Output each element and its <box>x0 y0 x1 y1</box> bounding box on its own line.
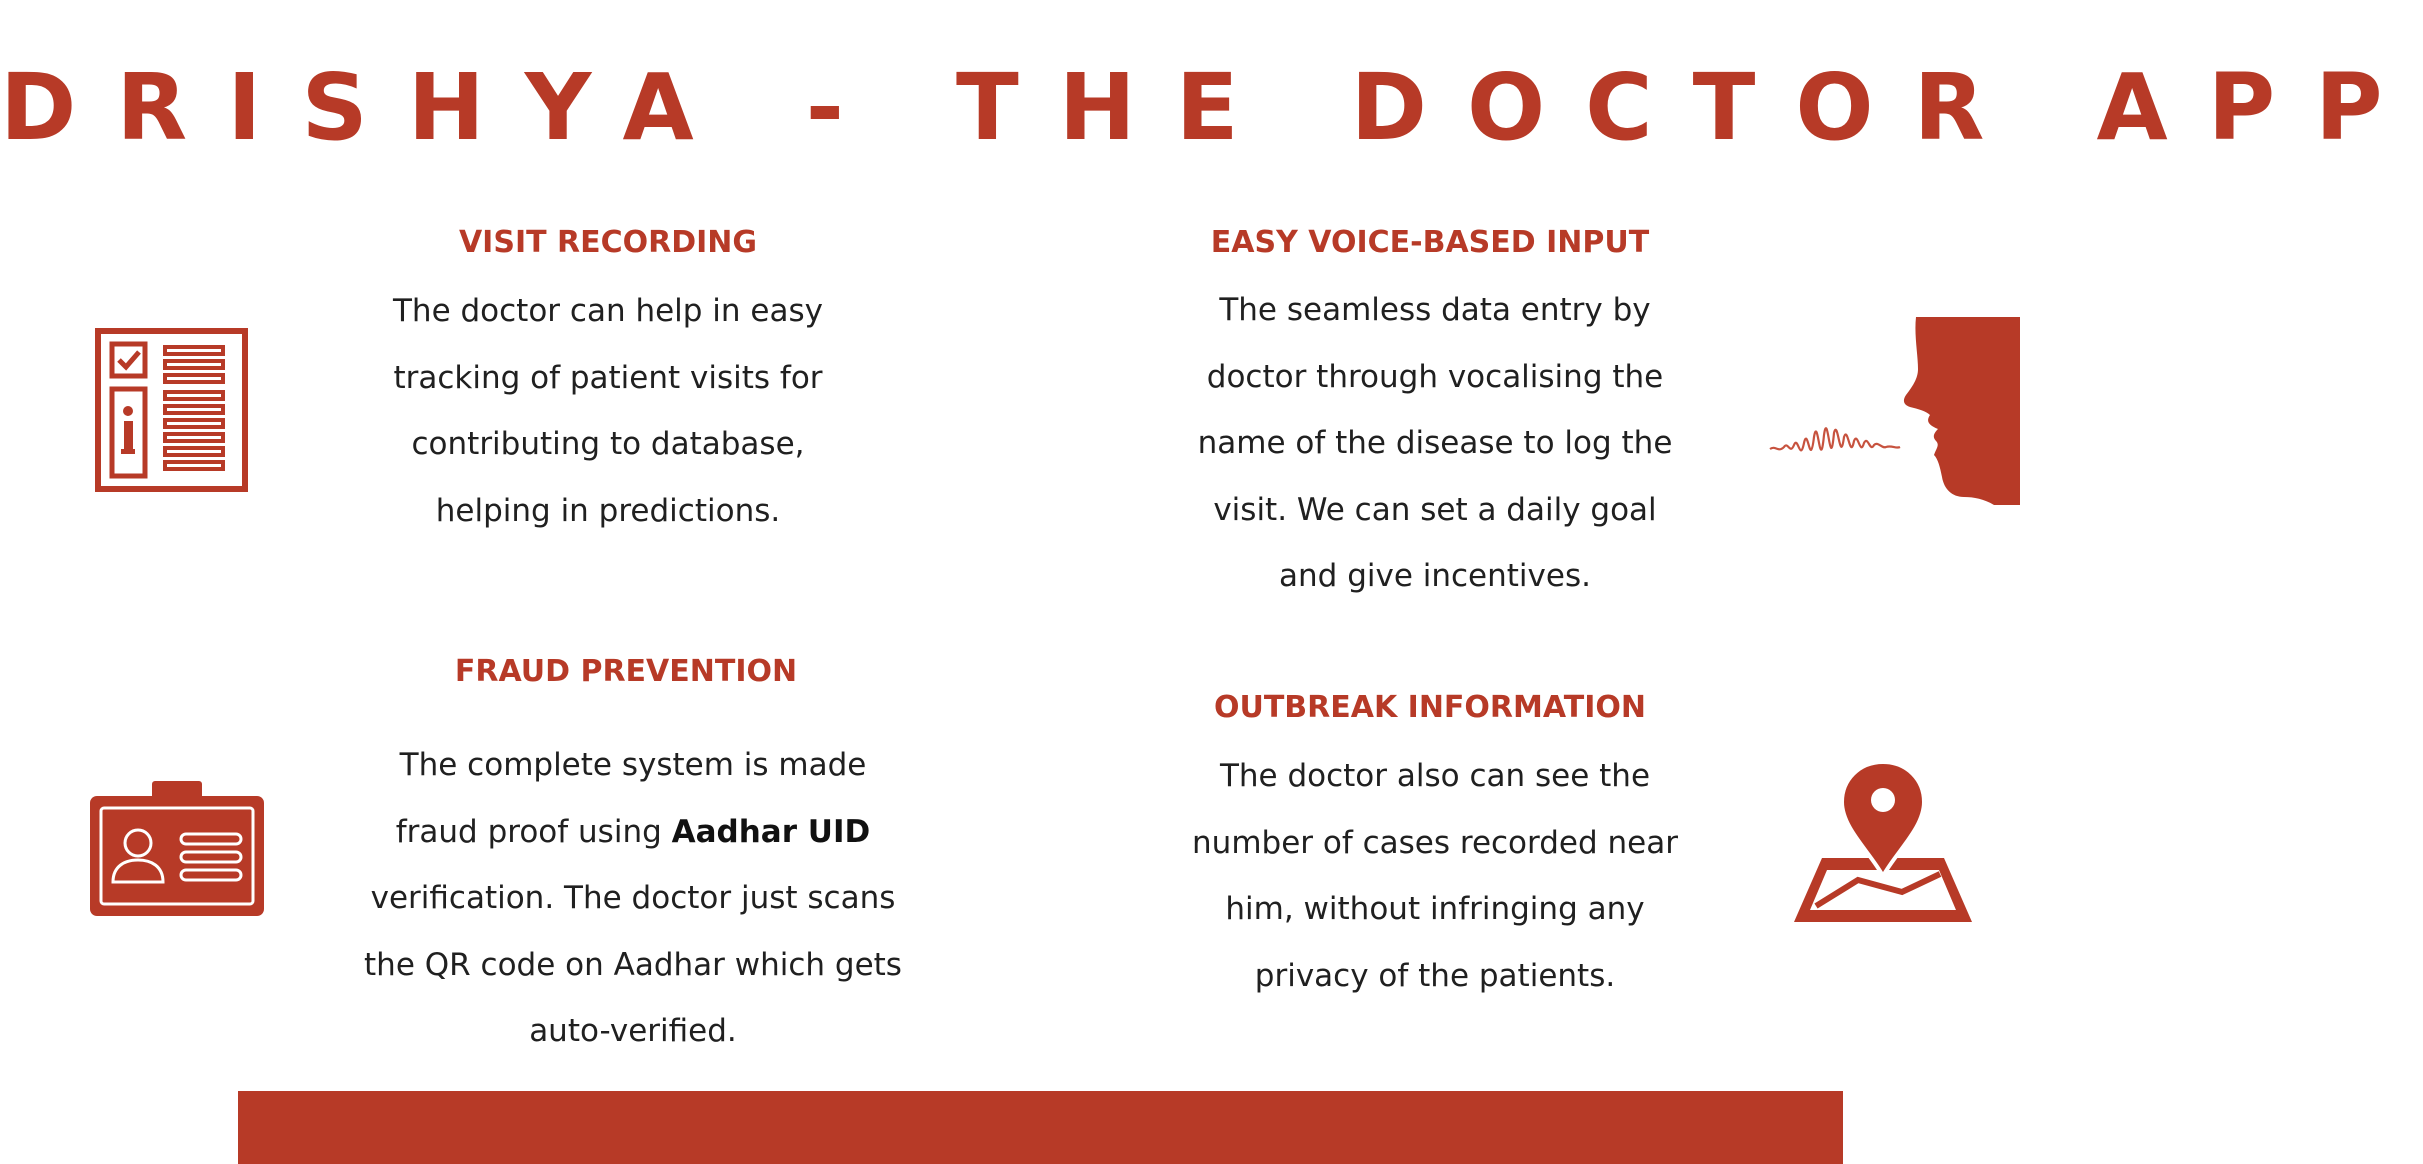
page-title: DRISHYA - THE DOCTOR APP <box>0 54 2423 161</box>
voice-input-heading: EASY VOICE-BASED INPUT <box>1210 225 1650 260</box>
voice-input-text: The seamless data entry by doctor through vocalising the name of the disease to log the visit. We can set a daily goal and give incentives. <box>1197 292 1673 595</box>
fraud-prevention-text <box>359 732 907 1065</box>
speaking-head-icon <box>1768 317 2020 507</box>
visit-recording-text: The doctor can help in easy tracking of patient visits for contributing to database, helping in predictions. <box>392 293 823 529</box>
id-card-icon <box>89 778 265 918</box>
outbreak-info-heading: OUTBREAK INFORMATION <box>1213 690 1647 725</box>
fraud-prevention-text-end: verification. The doctor just scans the QR code on Aadhar which gets auto-verified. <box>364 880 902 1050</box>
fraud-prevention-text-start: The complete system is made fraud proof using <box>395 747 867 850</box>
map-pin-icon <box>1792 760 1974 924</box>
fraud-prevention-heading: FRAUD PREVENTION <box>454 654 798 689</box>
footer-bar <box>238 1091 1843 1164</box>
outbreak-info-text: The doctor also can see the number of cases recorded near him, without infringing any privacy of the patients. <box>1192 758 1678 994</box>
aadhar-uid-emphasis: Aadhar UID <box>671 813 871 850</box>
visit-recording-heading: VISIT RECORDING <box>458 225 758 260</box>
checklist-icon <box>95 328 248 492</box>
